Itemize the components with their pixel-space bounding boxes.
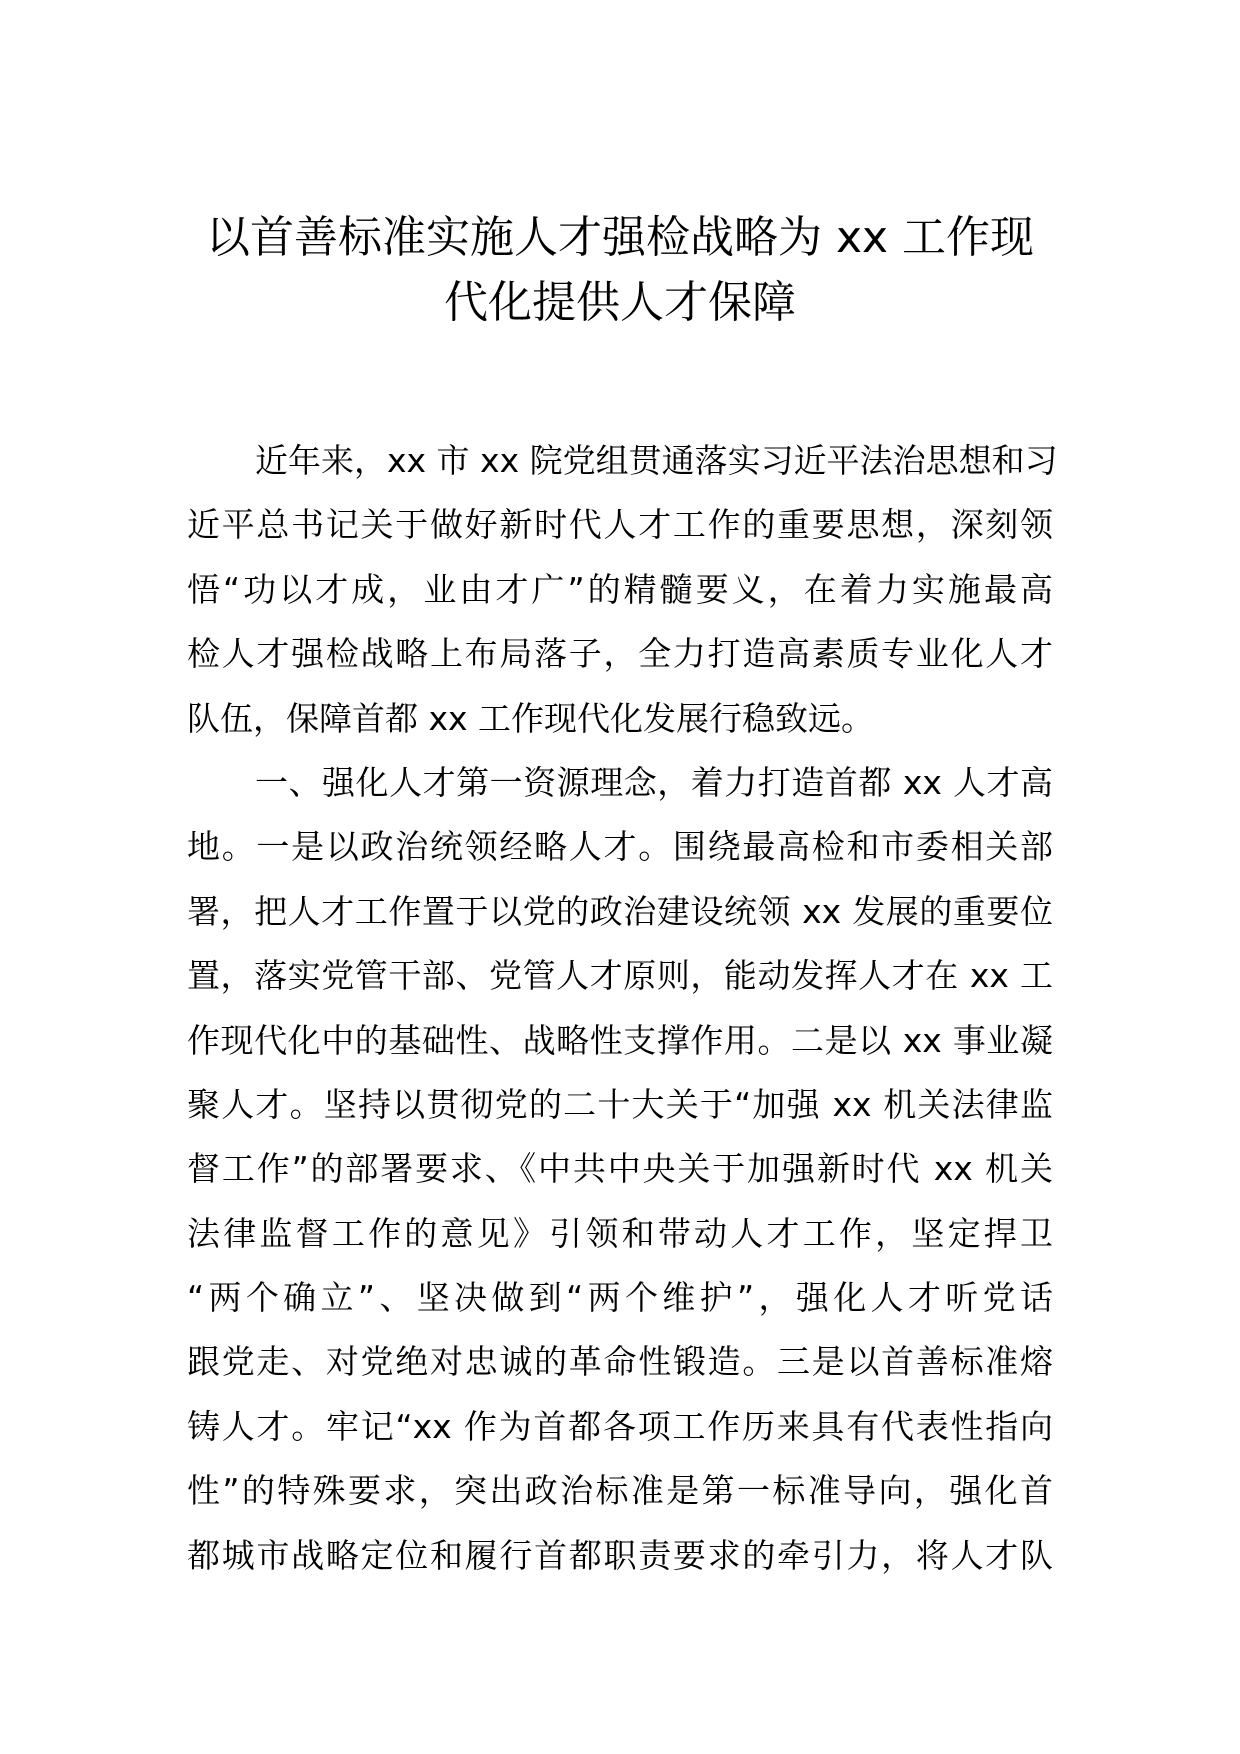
text-line: 置，落实党管干部、党管人才原则，能动发挥人才在 xx 工 — [187, 956, 1053, 996]
title-line: 以首善标准实施人才强检战略为 xx 工作现 — [205, 212, 1035, 263]
text-line: 一、强化人才第一资源理念，着力打造首都 xx 人才高 — [255, 762, 1053, 802]
text-line: 都城市战略定位和履行首都职责要求的牵引力，将人才队 — [187, 1535, 1053, 1575]
text-line: 督工作”的部署要求、《中共中央关于加强新时代 xx 机关 — [187, 1149, 1053, 1189]
text-line: 近平总书记关于做好新时代人才工作的重要思想，深刻领 — [187, 505, 1053, 545]
text-line: 法律监督工作的意见》引领和带动人才工作，坚定捍卫 — [187, 1213, 1053, 1253]
text-line: 性”的特殊要求，突出政治标准是第一标准导向，强化首 — [187, 1471, 1053, 1511]
text-line: 署，把人才工作置于以党的政治建设统领 xx 发展的重要位 — [187, 891, 1053, 931]
title-line: 代化提供人才保障 — [444, 277, 796, 328]
document-body — [187, 429, 1058, 1588]
document-title — [150, 205, 1090, 335]
text-line: 队伍，保障首都 xx 工作现代化发展行稳致远。 — [187, 698, 875, 738]
text-line: 检人才强检战略上布局落子，全力打造高素质专业化人才 — [187, 634, 1053, 674]
text-line: 地。一是以政治统领经略人才。围绕最高检和市委相关部 — [187, 827, 1053, 867]
text-line: 近年来，xx 市 xx 院党组贯通落实习近平法治思想和习 — [255, 441, 1058, 480]
text-line: 聚人才。坚持以贯彻党的二十大关于“加强 xx 机关法律监 — [187, 1084, 1053, 1124]
text-line: 跟党走、对党绝对忠诚的革命性锻造。三是以首善标准熔 — [187, 1342, 1053, 1382]
paragraph-1 — [187, 429, 1058, 751]
text-line: 作现代化中的基础性、战略性支撑作用。二是以 xx 事业凝 — [187, 1020, 1053, 1060]
text-line: “两个确立”、坚决做到“两个维护”，强化人才听党话 — [187, 1278, 1053, 1318]
paragraph-2 — [187, 751, 1053, 1588]
text-line: 悟“功以才成，业由才广”的精髓要义，在着力实施最高 — [187, 569, 1053, 609]
text-line: 铸人才。牢记“xx 作为首都各项工作历来具有代表性指向 — [187, 1406, 1053, 1446]
